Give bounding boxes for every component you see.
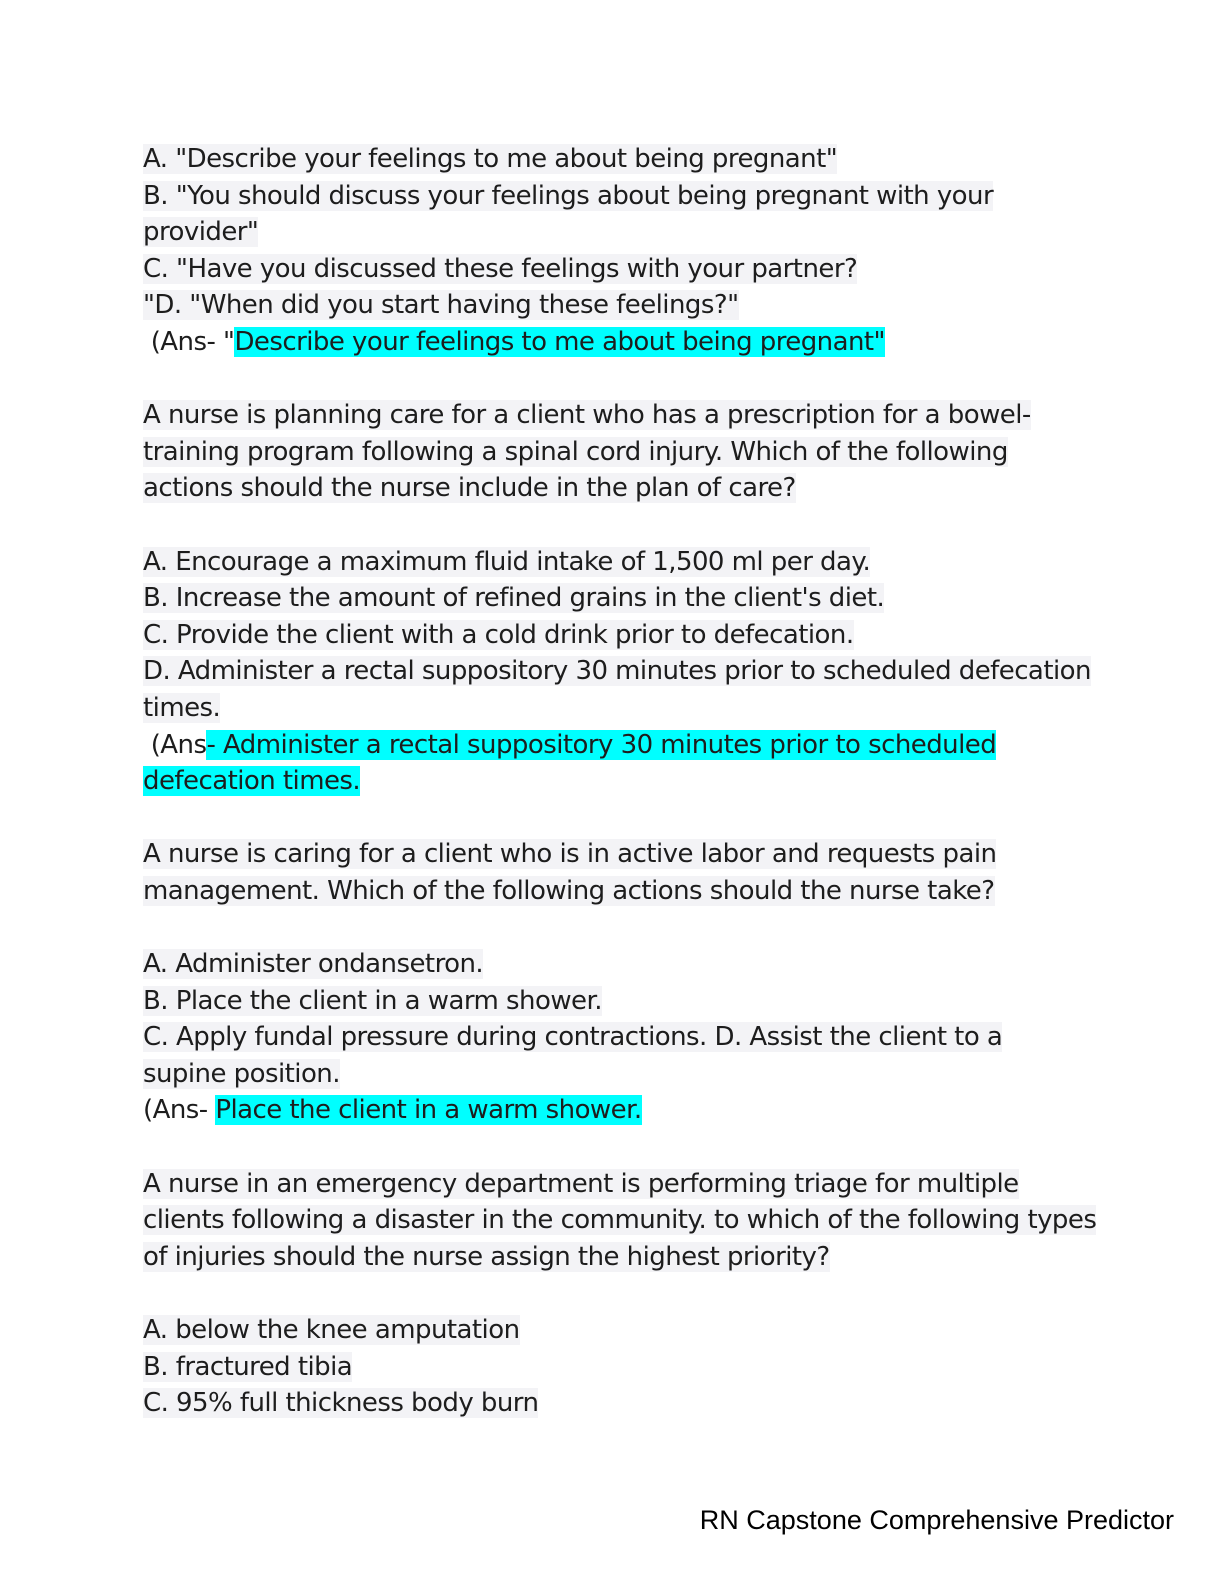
q1-option-c: C. "Have you discussed these feelings with your partner? <box>143 253 858 284</box>
q2-option-c: C. Provide the client with a cold drink prior to defecation. <box>143 619 854 650</box>
answer-highlight: - Administer a rectal suppository 30 minutes prior to scheduled <box>206 729 997 760</box>
q4-stem-line: A nurse in an emergency department is performing triage for multiple <box>143 1168 1019 1199</box>
q2-option-d-cont: times. <box>143 692 221 723</box>
q1-answer <box>143 324 1083 361</box>
q2-stem-line: actions should the nurse include in the plan of care? <box>143 473 796 504</box>
q1-option-a: A. "Describe your feelings to me about being pregnant" <box>143 144 838 174</box>
q2-answer <box>143 727 1083 764</box>
q2-stem-line: training program following a spinal cord injury. Which of the following <box>143 436 1008 467</box>
q4-option-c: C. 95% full thickness body burn <box>143 1388 539 1419</box>
q1-option-d: "D. "When did you start having these feelings?" <box>143 290 739 321</box>
q2-answer-cont <box>143 763 1083 800</box>
q3-stem-line: management. Which of the following actions should the nurse take? <box>143 875 995 906</box>
q2-option-a: A. Encourage a maximum fluid intake of 1,500 ml per day. <box>143 546 871 577</box>
q4-stem-line: of injuries should the nurse assign the highest priority? <box>143 1241 830 1272</box>
q2-option-d: D. Administer a rectal suppository 30 minutes prior to scheduled defecation <box>143 656 1091 687</box>
q3-option-d-cont: supine position. <box>143 1058 340 1089</box>
q1-option-b: B. "You should discuss your feelings about being pregnant with your <box>143 180 994 211</box>
q3-stem-line: A nurse is caring for a client who is in active labor and requests pain <box>143 839 997 870</box>
q2-option-b: B. Increase the amount of refined grains in the client's diet. <box>143 583 885 614</box>
answer-prefix: (Ans- " <box>143 326 235 357</box>
q1-option-b-cont: provider" <box>143 217 259 248</box>
q4-option-b: B. fractured tibia <box>143 1351 353 1382</box>
q4-stem-line: clients following a disaster in the community. to which of the following types <box>143 1205 1097 1236</box>
answer-prefix: (Ans- <box>143 1095 216 1126</box>
answer-prefix: (Ans <box>143 729 207 760</box>
q3-option-a: A. Administer ondansetron. <box>143 949 484 980</box>
q3-answer <box>143 1092 1083 1129</box>
q2-stem-line: A nurse is planning care for a client who has a prescription for a bowel- <box>143 400 1031 431</box>
q3-option-b: B. Place the client in a warm shower. <box>143 985 602 1016</box>
q3-option-c-d: C. Apply fundal pressure during contractions. D. Assist the client to a <box>143 1022 1003 1053</box>
page-footer: RN Capstone Comprehensive Predictor <box>699 1505 1174 1535</box>
document-body <box>143 141 1097 1422</box>
answer-highlight: Describe your feelings to me about being pregnant" <box>234 326 885 357</box>
answer-highlight: defecation times. <box>143 766 361 797</box>
q4-option-a: A. below the knee amputation <box>143 1315 520 1345</box>
answer-highlight: Place the client in a warm shower. <box>215 1095 642 1126</box>
